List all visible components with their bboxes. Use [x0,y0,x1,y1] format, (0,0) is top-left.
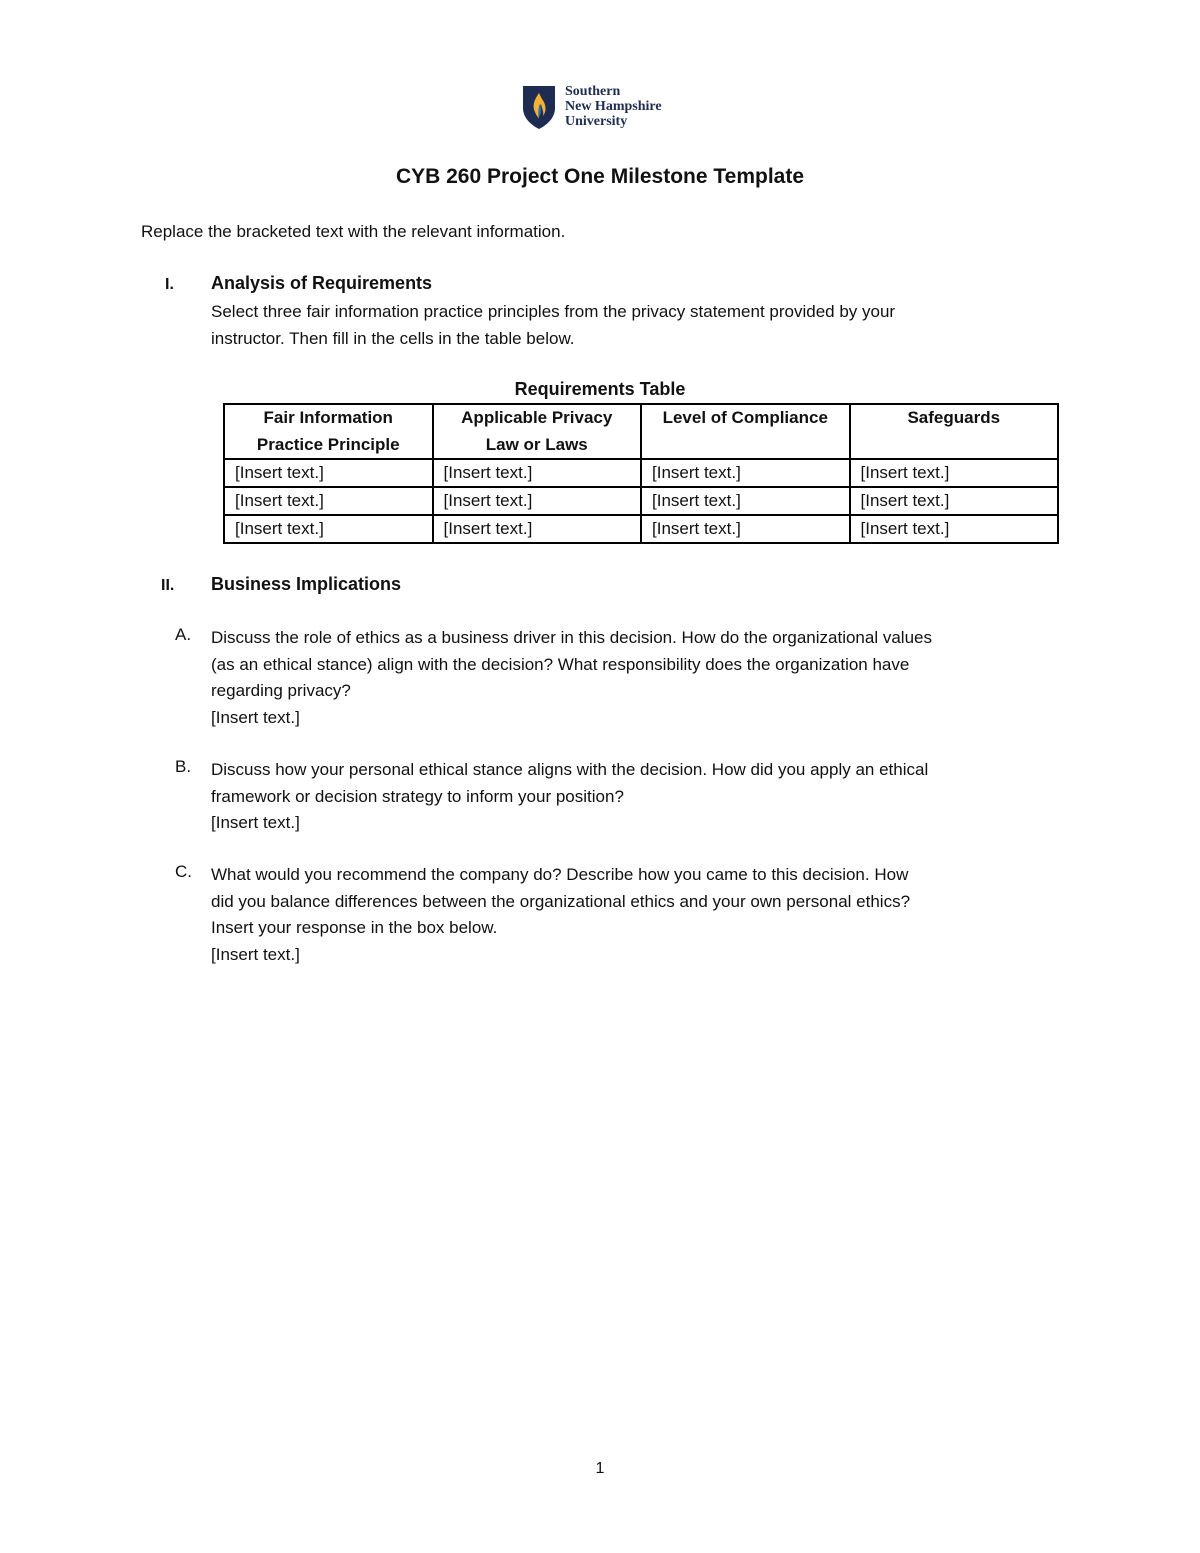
prompt-line: Discuss how your personal ethical stance aligns with the decision. How did you apply an ethical [211,760,929,779]
table-cell[interactable]: [Insert text.] [850,487,1059,515]
header-line: Level of Compliance [662,408,828,427]
header-line: Law or Laws [485,434,588,454]
shield-flame-icon [521,84,557,130]
prompt-line: What would you recommend the company do? Describe how you came to this decision. How [211,865,909,884]
section-1-heading: Analysis of Requirements [211,273,433,293]
prompt-line: (as an ethical stance) align with the decision? What responsibility does the organization have [211,654,910,674]
header-line: Safeguards [907,408,1001,427]
table-cell[interactable]: [Insert text.] [433,515,642,543]
insert-text-placeholder[interactable]: [Insert text.] [211,707,300,727]
header-level-of-compliance [641,404,850,459]
section-1-instructions [211,299,1061,352]
logo-line-2: New Hampshire [565,99,662,114]
header-line: Applicable Privacy [461,408,613,427]
header-line: Practice Principle [256,434,400,454]
table-row [224,487,1058,515]
requirements-table [223,403,1059,544]
insert-text-placeholder[interactable]: [Insert text.] [211,944,300,964]
item-b-letter: B. [175,757,192,776]
section-2-number: II. [161,577,175,594]
header-fair-information-practice-principle [224,404,433,459]
table-cell[interactable]: [Insert text.] [224,459,433,487]
table-cell[interactable]: [Insert text.] [850,459,1059,487]
table-cell[interactable]: [Insert text.] [224,487,433,515]
logo-wordmark [565,84,662,129]
table-cell[interactable]: [Insert text.] [850,515,1059,543]
university-logo [521,84,662,130]
prompt-line: Insert your response in the box below. [211,918,498,937]
document-title: CYB 260 Project One Milestone Template [395,165,805,188]
insert-text-placeholder[interactable]: [Insert text.] [211,813,300,832]
table-title: Requirements Table [514,379,686,399]
header-safeguards [850,404,1059,459]
prompt-line: Discuss the role of ethics as a business driver in this decision. How do the organizational values [211,628,932,647]
prompt-line: regarding privacy? [211,681,351,700]
intro-text: Replace the bracketed text with the relevant information. [141,222,566,241]
table-cell[interactable]: [Insert text.] [641,515,850,543]
table-cell[interactable]: [Insert text.] [641,487,850,515]
logo-line-3: University [565,114,628,129]
table-cell[interactable]: [Insert text.] [641,459,850,487]
table-cell[interactable]: [Insert text.] [433,487,642,515]
item-a-letter: A. [175,625,192,644]
page-number: 1 [595,1460,605,1477]
logo-line-1: Southern [565,84,621,99]
table-cell[interactable]: [Insert text.] [224,515,433,543]
item-c-text [211,862,1061,968]
item-c-letter: C. [175,862,192,881]
header-line: Fair Information [263,408,393,427]
table-row [224,515,1058,543]
table-header-row [224,404,1058,459]
item-a-text [211,625,1061,731]
section-1-number: I. [165,276,174,293]
section-2-heading: Business Implications [211,574,402,594]
prompt-line: did you balance differences between the organizational ethics and your own personal ethics? [211,891,911,911]
prompt-line: framework or decision strategy to inform your position? [211,786,624,806]
header-applicable-privacy-law [433,404,642,459]
item-b-text [211,757,1061,837]
instruction-line: Select three fair information practice principles from the privacy statement provided by your [211,302,896,321]
table-row [224,459,1058,487]
table-cell[interactable]: [Insert text.] [433,459,642,487]
instruction-line: instructor. Then fill in the cells in the table below. [211,328,575,348]
